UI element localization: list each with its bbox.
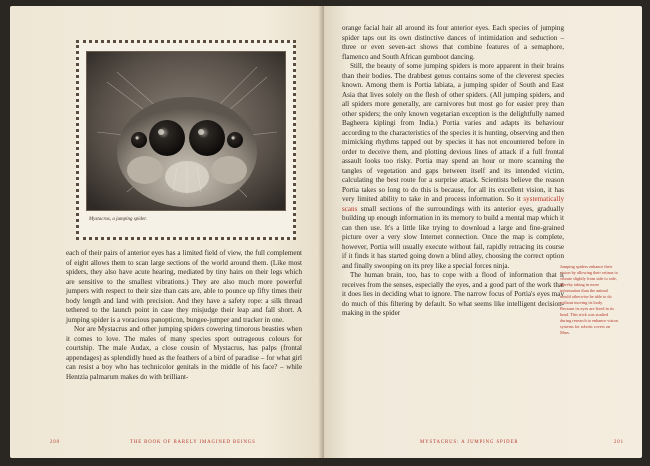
sidenote-anchor: systematically scans: [342, 195, 564, 213]
left-page: [10, 6, 324, 458]
right-paragraph-2: [342, 62, 564, 271]
left-paragraph-2: Nor are Mystacrus and other jumping spiders cowering timorous beasties when it comes to love. The males of many species sport outrageous colours for courtship. The male Audax, a close cousin of Mystacrus, has palps (frontal appendages) as splendidly hued as the feathers of a bird of paradise – for what girl can resist a boy who has technicolor genitals in the middle of his face? – while Hentzia palmarum makes do with brilliant-: [66, 325, 302, 381]
right-paragraph-2-start: Still, the beauty of some jumping spiders is more apparent in their brains than their bodies. The drabbest genus contains some of the cleverest species known. Among them is Portia labiata, a jumping spider of South and East Asia that lives solely on the flesh of other spiders. (All jumping spiders, and all spiders more generally, are carnivores but most go for easier prey than other spiders; the only known vegetarian exception is the delightfully named Bagheera kiplingi from India.) Portia varies and adapts its behaviour according to the characteristics of the species it is hunting, observing and then mimicking rhythms tapped out by species it has not encountered before in order to deceive them, and plotting devious lines of attack if a full frontal assault looks too risky. Portia may spend an hour or more scanning the tangles of vegetation and gaps between itself and its intended victim, calculating the best route for a surprise attack. Scientists believe the reason Portia takes so long to do this is because, for all its excellent vision, it has very limited ability to take in and process information. So it: [342, 62, 564, 203]
right-page-number: 201: [614, 440, 624, 445]
figure-caption: Mystacrus, a jumping spider.: [89, 217, 147, 222]
margin-sidenote: Jumping spiders enhance their vision by allowing their retinas to vibrate slightly from side to side, thereby taking in more information than the animal would otherwise be able to do without moving its body. Because its eyes are fixed in its head. This trick was studied during research to enhance vision systems for robotic rovers on Mars.: [560, 264, 618, 335]
figure-frame: [76, 40, 296, 240]
left-paragraph-1: each of their pairs of anterior eyes has a limited field of view, the full complement of eight allows them to scan large sections of the world around them. (Like most spiders, they also have acute hearing, mediated by tiny hairs on their legs which are sensitive to the smallest vibrations.) They are also much more powerful jumpers with respect to their size than cats are, able to pounce up fifty times their body length and land with precision. And they have a safety rope: a silk thread tethered to the launch point in case they misjudge their leap and fall short. A jumping spider is a voracious panopticon, bungee-jumper and tracker in one.: [66, 249, 302, 324]
left-running-head: THE BOOK OF BARELY IMAGINED BEINGS: [130, 440, 256, 445]
jumping-spider-image: [87, 52, 286, 211]
right-running-head: MYSTACRUS: A JUMPING SPIDER: [420, 440, 519, 445]
right-paragraph-2-end: small sections of the surroundings with its anterior eyes, gradually building up enough information in its memory to build a mental map which it can then use. It's a little like trying to download a large and fine-grained picture over a very slow Internet connection. Once the map is complete, however, Portia will usually execute without fail, rapidly retracing its course if it finds it has started going down a blind alley, choosing the correct option and finally swooping on its prey like a special forces ninja.: [342, 204, 565, 270]
spider-photo: [86, 51, 286, 211]
left-page-number: 200: [50, 440, 60, 445]
left-body-text: [66, 249, 302, 382]
right-paragraph-3: The human brain, too, has to cope with a flood of information that it receives from the senses, especially the eyes, and a good part of the work that it does lies in deciding what to ignore. The narrow focus of Portia's eyes may do much of this filtering by default. So what seems like intelligent decision-making in the spider: [342, 271, 564, 317]
right-paragraph-1: orange facial hair all around its four anterior eyes. Each species of jumping spider taps out its own distinctive dances of intimidation and seduction – three or even seven-act shows that combine features of a semaphore, flamenco and South African gumboot dancing.: [342, 24, 564, 61]
right-page: [324, 6, 642, 458]
right-body-text: [342, 24, 564, 319]
